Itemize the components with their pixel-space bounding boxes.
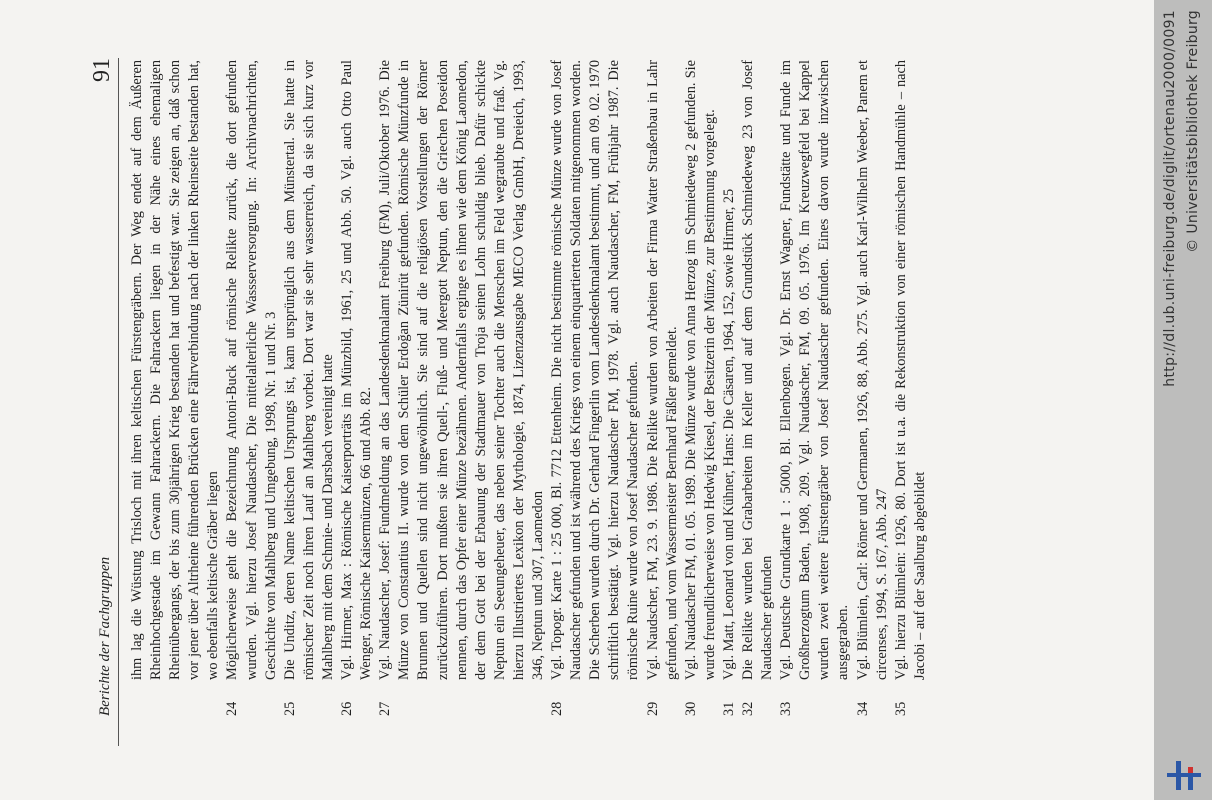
footnote bbox=[376, 60, 548, 716]
footnote-number: 24 bbox=[224, 701, 241, 716]
footnote bbox=[128, 60, 223, 716]
source-url-link[interactable]: http://dl.ub.uni-freiburg.de/diglit/ortenau2000/0091 bbox=[1162, 10, 1178, 387]
footnotes bbox=[128, 60, 930, 716]
footnote-number: 27 bbox=[377, 701, 394, 716]
footnote bbox=[854, 60, 892, 716]
footnote-text: Vgl. Naudascher FM, 01. 05. 1989. Die Münze wurde von Anna Herzog im Schmiedeweg 2 gefunden. Sie wurde freundlicherweise von Hedwig Kiesel, der Besitzerin der Münze, zur Bestimmung vorgelegt. bbox=[682, 60, 718, 680]
page-header bbox=[78, 58, 119, 746]
footnote-text: Vgl. Blümlein, Carl: Römer und Germanen, 1926, 88, Abb. 275. Vgl. auch Karl-Wilhelm Weeber, Panem et circenses, 1994, S. 167, Abb. 247 bbox=[854, 60, 890, 680]
footnote bbox=[223, 60, 280, 716]
footnote-text: ihm lag die Wüstung Trisloch mit ihren keltischen Fürstengräbern. Der Weg endet auf dem Äußeren Rheinhochgestade im Gewann Fahrackern. Die Fahrackern liegen in der Nähe eines ehemaligen Rheinübergangs, der bis zum 30jährigen Krieg bestanden hat und befestigt war. Sie zeigen an, daß schon vor jener über Altrheine führenden Brücken eine Fährverbindung nach der linken Rheinseite bestanden hat, wo ebenfalls keltische Gräber liegen bbox=[129, 60, 222, 680]
footnote bbox=[892, 60, 930, 716]
footnote bbox=[682, 60, 720, 716]
footnote-number bbox=[128, 680, 223, 716]
library-logo-icon bbox=[1166, 756, 1202, 792]
footnote-text: Vgl. hierzu Blümlein: 1926, 80. Dort ist u.a. die Rekonstruktion von einer römischen Handmühle – nach Jacobi – auf der Saalburg abgebildet bbox=[892, 60, 928, 680]
footnote bbox=[720, 60, 739, 716]
footnote bbox=[338, 60, 376, 716]
footnote-text: Die Relikte wurden bei Grabarbeiten im Keller und auf dem Grundstück Schmiedeweg 23 von Josef Naudascher gefunden bbox=[740, 60, 776, 680]
footnote-number: 32 bbox=[740, 701, 756, 716]
page-number: 91 bbox=[89, 58, 115, 82]
footnote-text: Vgl. Naudscher, FM, 23. 9. 1986. Die Relikte wurden von Arbeiten der Firma Watter Straßenbau in Lahr gefunden, und vom Wassermeister Bernhard Fäßler gemeldet. bbox=[644, 60, 680, 680]
footnote bbox=[548, 60, 643, 716]
footnote-number: 34 bbox=[854, 701, 871, 716]
running-title: Berichte der Fachgruppen bbox=[97, 556, 113, 716]
footnote-number: 35 bbox=[892, 701, 909, 716]
footnote-text: Vgl. Naudascher, Josef: Fundmeldung an das Landesdenkmalamt Freiburg (FM), Juli/Oktober 1976. Die Münze von Constantius II. wurde von dem Schüler Erdoğan Zünirüt gefunden. Römische Münzfunde in Brunnen und Quellen sind nicht ungewöhnlich. Sie sind auf die religiösen Vorstellungen der Römer zurückzuführen. Dort mußten sie ihren Quell-, Fluß- und Meergott Neptun, den die Griechen Poseidon nennen, durch das Opfer einer Münze bezähmen. Andernfalls erginge es ihnen wie dem König Laomedon, der dem Gott bei der Erbauung der Stadtmauer von Troja seinen Lohn schuldig blieb. Dafür schickte Neptun ein Seeungeheuer, das neben seiner Tochter auch die Menschen im Feld wegraubte und fraß. Vg. hierzu Illustriertes Lexikon der Mythologie, 1874, Lizenzausgabe MECO Verlag GmbH, Dreieich, 1993, 346, Neptun und 307, Laomedon bbox=[377, 60, 546, 680]
footnote-text: Vgl. Matt, Leonard von und Kühner, Hans: Die Cäsaren, 1964, 152, sowie Hirmer, 25 bbox=[720, 188, 737, 680]
footnote bbox=[777, 60, 853, 716]
footnote bbox=[739, 60, 777, 716]
footnote-text: Die Unditz, deren Name keltischen Ursprungs ist, kam ursprünglich aus dem Münstertal. Sie hatte in römischer Zeit noch ihren Lauf an Mahlberg vorbei. Dort war sie sehr wasserreich, da sie sich kurz vor Mahlberg mit dem Schmie- und Darsbach vereinigt hatte bbox=[281, 60, 336, 680]
footnote-number: 25 bbox=[281, 701, 298, 716]
footnote-text: Vgl. Topogr. Karte 1 : 25 000, Bl. 7712 Ettenheim. Die nicht bestimmte römische Münze wurde von Josef Naudascher gefunden und ist während des Kriegs von einem einquartierten Soldaten mitgenommen worden. Die Scherben wurden durch Dr. Gerhard Fingerlin vom Landesdenkmalamt bestimmt, und am 09. 02. 1970 schriftlich bestätigt. Vgl. hierzu Naudascher FM, 1978. Vgl. auch Naudascher, FM, Frühjahr 1987. Die römische Ruine wurde von Josef Naudascher gefunden. bbox=[549, 60, 642, 680]
footnote-text: Möglicherweise geht die Bezeichnung Antoni-Buck auf römische Relikte zurück, die dort gefunden wurden. Vgl. hierzu Josef Naudascher, Die mittelalterliche Wassserversorgung. In: Archivnachrichten, Geschichte von Mahlberg und Umgebung, 1998, Nr. 1 und Nr. 3 bbox=[224, 60, 279, 680]
footnote-number: 31 bbox=[720, 701, 737, 716]
footnote-text: Vgl. Deutsche Grundkarte 1 : 5000, Bl. Ellenbogen. Vgl. Dr. Ernst Wagner, Fundstätte und Funde im Großherzogtum Baden, 1908, 209. Vgl. Naudascher, FM, 09. 05. 1976. Im Kreuzwegfeld bei Kappel wurden zwei weitere Fürstengräber von Josef Naudascher gefunden. Eines davon wurde inzwischen ausgegraben. bbox=[778, 60, 852, 680]
footnote-number: 33 bbox=[778, 701, 795, 716]
footnote bbox=[644, 60, 682, 716]
footnote-number: 28 bbox=[549, 701, 566, 716]
footnote-number: 26 bbox=[339, 701, 356, 716]
footnote bbox=[281, 60, 338, 716]
sidebar-rotated bbox=[1154, 0, 1212, 800]
copyright-notice: © Universitätsbibliothek Freiburg bbox=[1185, 10, 1201, 253]
footnote-number: 30 bbox=[682, 701, 699, 716]
footnote-number: 29 bbox=[644, 701, 661, 716]
footnote-text: Vgl. Hirmer, Max : Römische Kaiserporträts im Münzbild, 1961, 25 und Abb. 50. Vgl. auch Otto Paul Wenger, Römische Kaisermünzen, 66 und Abb. 82. bbox=[339, 60, 375, 680]
library-sidebar bbox=[1154, 0, 1212, 800]
